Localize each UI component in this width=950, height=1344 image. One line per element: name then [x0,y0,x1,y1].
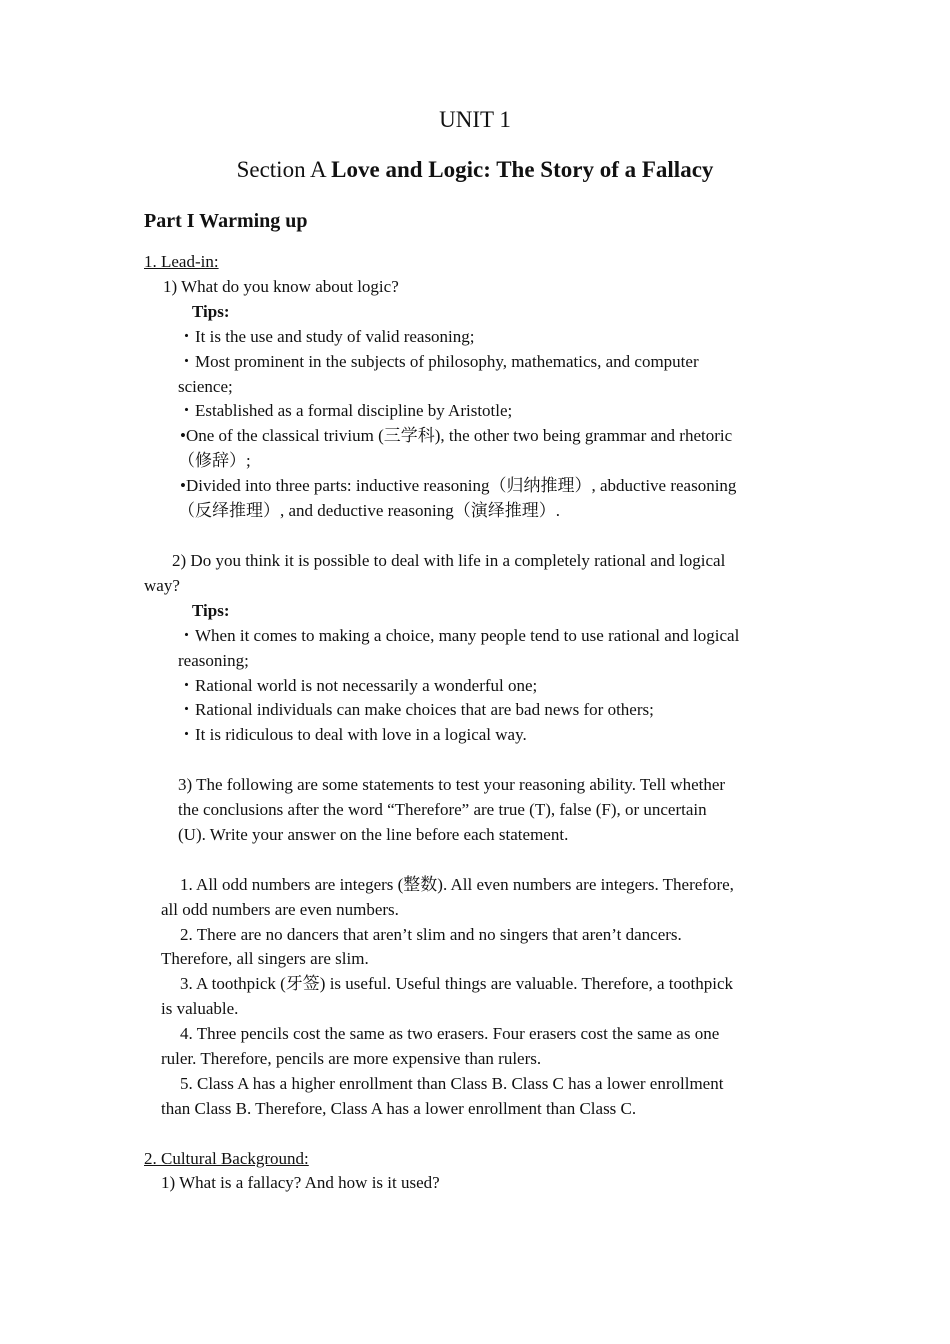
tip-item: ・Established as a formal discipline by Aristotle; [178,401,513,420]
tip-item-continued: science; [178,377,233,396]
section-title [0,155,950,185]
question-2-continued: way? [144,576,180,595]
statement-1: 1. All odd numbers are integers (整数). All even numbers are integers. Therefore, [180,875,734,894]
tip-item: ・It is the use and study of valid reasoning; [178,327,475,346]
tip-item: ・Rational world is not necessarily a wonderful one; [178,676,538,695]
lead-in-heading: 1. Lead-in: [144,252,219,271]
question-3-continued: the conclusions after the word “Therefore” are true (T), false (F), or uncertain [178,800,707,819]
section-prefix: Section A [236,157,332,182]
tip-item: ・Most prominent in the subjects of philosophy, mathematics, and computer [178,352,699,371]
tip-item-continued: （修辞）; [178,451,251,470]
tips-label-2: Tips: [192,601,230,620]
section-name: Love and Logic: The Story of a Fallacy [331,157,714,182]
question-3: 3) The following are some statements to test your reasoning ability. Tell whether [178,775,726,794]
tip-item: •Divided into three parts: inductive reasoning（归纳推理）, abductive reasoning [180,476,737,495]
tip-item: •One of the classical trivium (三学科), the other two being grammar and rhetoric [180,426,733,445]
statement-3: 3. A toothpick (牙签) is useful. Useful things are valuable. Therefore, a toothpick [180,974,733,993]
question-2: 2) Do you think it is possible to deal with life in a completely rational and logical [172,551,726,570]
statement-2: 2. There are no dancers that aren’t slim and no singers that aren’t dancers. [180,925,682,944]
question-3-continued: (U). Write your answer on the line before each statement. [178,825,569,844]
statement-4: 4. Three pencils cost the same as two erasers. Four erasers cost the same as one [180,1024,720,1043]
statement-2-continued: Therefore, all singers are slim. [161,949,369,968]
tip-item-continued: （反绎推理）, and deductive reasoning（演绎推理）. [178,501,560,520]
tip-item-continued: reasoning; [178,651,249,670]
tips-label-1: Tips: [192,302,230,321]
question-1: 1) What do you know about logic? [163,277,399,296]
statement-4-continued: ruler. Therefore, pencils are more expensive than rulers. [161,1049,542,1068]
tip-item: ・It is ridiculous to deal with love in a logical way. [178,725,527,744]
statement-5: 5. Class A has a higher enrollment than Class B. Class C has a lower enrollment [180,1074,724,1093]
statement-5-continued: than Class B. Therefore, Class A has a lower enrollment than Class C. [161,1099,637,1118]
tip-item: ・When it comes to making a choice, many people tend to use rational and logical [178,626,740,645]
cultural-background-heading: 2. Cultural Background: [144,1149,309,1168]
part-title: Part I Warming up [144,210,308,232]
statement-3-continued: is valuable. [161,999,239,1018]
statement-1-continued: all odd numbers are even numbers. [161,900,399,919]
cultural-question-1: 1) What is a fallacy? And how is it used? [161,1173,440,1192]
tip-item: ・Rational individuals can make choices that are bad news for others; [178,700,654,719]
unit-title: UNIT 1 [439,107,511,132]
